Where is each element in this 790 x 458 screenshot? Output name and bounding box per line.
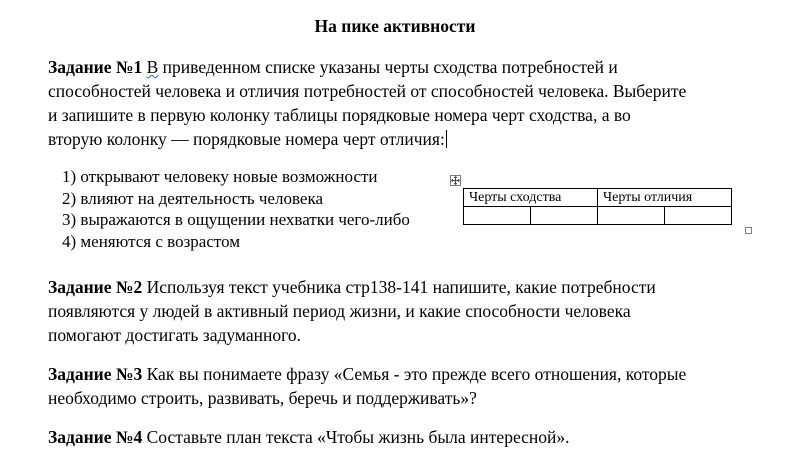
task-2-text-1: Используя текст учебника стр138-141 напишите, какие потребности: [142, 277, 656, 297]
list-item: 1) открывают человеку новые возможности: [62, 167, 378, 186]
task-2-line-3: помогают достигать задуманного.: [48, 325, 301, 345]
task-1-line-2: способностей человека и отличия потребностей от способностей человека. Выберите: [48, 81, 687, 101]
task-1-text-1: приведенном списке указаны черты сходства потребностей и: [158, 57, 618, 77]
task-1-line-3: и запишите в первую колонку таблицы порядковые номера черт сходства, а во: [48, 105, 631, 125]
task-2-paragraph[interactable]: [48, 275, 768, 347]
move-cross-icon: [451, 176, 460, 185]
table-cell[interactable]: [665, 207, 732, 225]
task-4-label: Задание №4: [48, 427, 143, 447]
task-2-line-2: появляются у людей в активный период жизни, и какие способности человека: [48, 301, 631, 321]
table-cell[interactable]: [531, 207, 598, 225]
table-move-handle-icon[interactable]: [450, 175, 461, 186]
task-1-line-4: [48, 127, 768, 151]
task-3-line-2: необходимо строить, развивать, беречь и поддерживать»?: [48, 388, 477, 408]
answer-table[interactable]: [463, 188, 732, 225]
document-title: На пике активности: [314, 16, 476, 36]
task-1-paragraph[interactable]: [48, 55, 768, 151]
spellcheck-word[interactable]: В: [146, 57, 159, 77]
list-item: 3) выражаются в ощущении нехватки чего-либо: [62, 210, 410, 229]
task-1-line-1: [48, 55, 768, 79]
task-3-paragraph[interactable]: [48, 362, 768, 410]
list-item: 2) влияют на деятельность человека: [62, 188, 323, 208]
table-row: [464, 207, 732, 225]
table-resize-handle-icon[interactable]: [745, 227, 752, 234]
task-4-text-1: Составьте план текста «Чтобы жизнь была интересной».: [142, 427, 570, 447]
list-item: 4) меняются с возрастом: [62, 231, 241, 251]
task-3-label: Задание №3: [48, 364, 143, 384]
features-list: [62, 166, 410, 252]
task-4-line-1: [48, 425, 768, 449]
table-cell[interactable]: [464, 207, 531, 225]
task-4-paragraph[interactable]: [48, 425, 768, 449]
task-2-label: Задание №2: [48, 277, 143, 297]
table-header-row: [464, 189, 732, 207]
task-2-line-1: [48, 275, 768, 299]
task-1-text-4: вторую колонку — порядковые номера черт отличия:: [48, 129, 445, 149]
task-3-line-1: [48, 362, 768, 386]
task-1-label: Задание №1: [48, 57, 143, 77]
task-3-text-1: Как вы понимаете фразу «Семья - это прежде всего отношения, которые: [142, 364, 687, 384]
header-differences[interactable]: Черты отличия: [598, 189, 732, 207]
text-cursor: [446, 130, 447, 148]
table-cell[interactable]: [598, 207, 665, 225]
header-similarities[interactable]: Черты сходства: [464, 189, 598, 207]
